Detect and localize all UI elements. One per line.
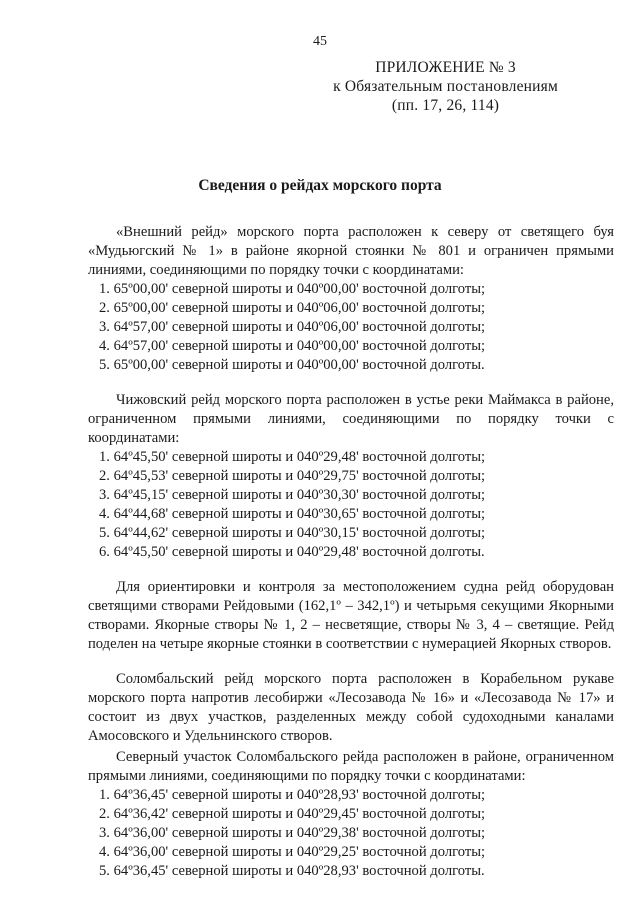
roadstead-alignment-description: Для ориентировки и контроля за местоположением судна рейд оборудован светящими створами Рейдовыми (162,1º – 342,1º) и четырьмя секущими Якорными створами. Якорные створы № 1, 2 – несветящие, створы № 3, 4 – светящие. Рейд поделен на четыре якорные стоянки в соответствии с нумерацией Якорных створов. [88, 579, 614, 652]
north-section-description: Северный участок Соломбальского рейда расположен в районе, ограниченном прямыми линиями, соединяющими по порядку точки с координатами: [88, 749, 614, 784]
outer-roadstead-coordinates [88, 280, 614, 375]
coordinate-item: 1. 64º45,50' северной широты и 040º29,48' восточной долготы; [99, 449, 486, 465]
north-section-coordinates [88, 786, 614, 881]
appendix-title: ПРИЛОЖЕНИЕ № 3 [375, 59, 516, 76]
chizhovsky-roadstead-coordinates [88, 448, 614, 562]
appendix-subtitle: к Обязательным постановлениям [333, 78, 558, 95]
coordinate-item: 1. 65º00,00' северной широты и 040º00,00' восточной долготы; [99, 281, 486, 297]
outer-roadstead-description: «Внешний рейд» морского порта расположен к северу от светящего буя «Мудьюгский № 1» в районе якорной стоянки № 801 и ограничен прямыми линиями, соединяющими по порядку точки с координатами: [88, 224, 614, 278]
solombala-roadstead-description: Соломбальский рейд морского порта расположен в Корабельном рукаве морского порта напротив лесобиржи «Лесозавода № 16» и «Лесозавода № 17» и состоит из двух участков, разделенных между собой судоходными каналами Амосовского и Удельнинского створов. [88, 671, 614, 744]
coordinate-item: 4. 64º44,68' северной широты и 040º30,65' восточной долготы; [99, 506, 486, 522]
coordinate-item: 2. 64º45,53' северной широты и 040º29,75' восточной долготы; [99, 468, 486, 484]
coordinate-item: 3. 64º57,00' северной широты и 040º06,00' восточной долготы; [99, 319, 486, 335]
coordinate-item: 4. 64º36,00' северной широты и 040º29,25' восточной долготы; [99, 844, 486, 860]
page-number: 45 [313, 34, 327, 49]
coordinate-item: 1. 64º36,45' северной широты и 040º28,93' восточной долготы; [99, 787, 486, 803]
coordinate-item: 6. 64º45,50' северной широты и 040º29,48' восточной долготы. [99, 544, 485, 560]
coordinate-item: 2. 64º36,42' северной широты и 040º29,45' восточной долготы; [99, 806, 486, 822]
document-body [88, 223, 614, 881]
appendix-reference: (пп. 17, 26, 114) [391, 97, 500, 114]
coordinate-item: 4. 64º57,00' северной широты и 040º00,00' восточной долготы; [99, 338, 486, 354]
coordinate-item: 5. 65º00,00' северной широты и 040º00,00' восточной долготы. [99, 357, 485, 373]
appendix-header [333, 58, 558, 115]
chizhovsky-roadstead-description: Чижовский рейд морского порта расположен в устье реки Маймакса в районе, ограниченном прямыми линиями, соединяющими по порядку точки с координатами: [88, 392, 614, 446]
coordinate-item: 2. 65º00,00' северной широты и 040º06,00' восточной долготы; [99, 300, 486, 316]
coordinate-item: 5. 64º36,45' северной широты и 040º28,93' восточной долготы. [99, 863, 485, 879]
coordinate-item: 3. 64º45,15' северной широты и 040º30,30' восточной долготы; [99, 487, 486, 503]
document-title: Сведения о рейдах морского порта [198, 177, 442, 194]
coordinate-item: 5. 64º44,62' северной широты и 040º30,15' восточной долготы; [99, 525, 486, 541]
coordinate-item: 3. 64º36,00' северной широты и 040º29,38' восточной долготы; [99, 825, 486, 841]
